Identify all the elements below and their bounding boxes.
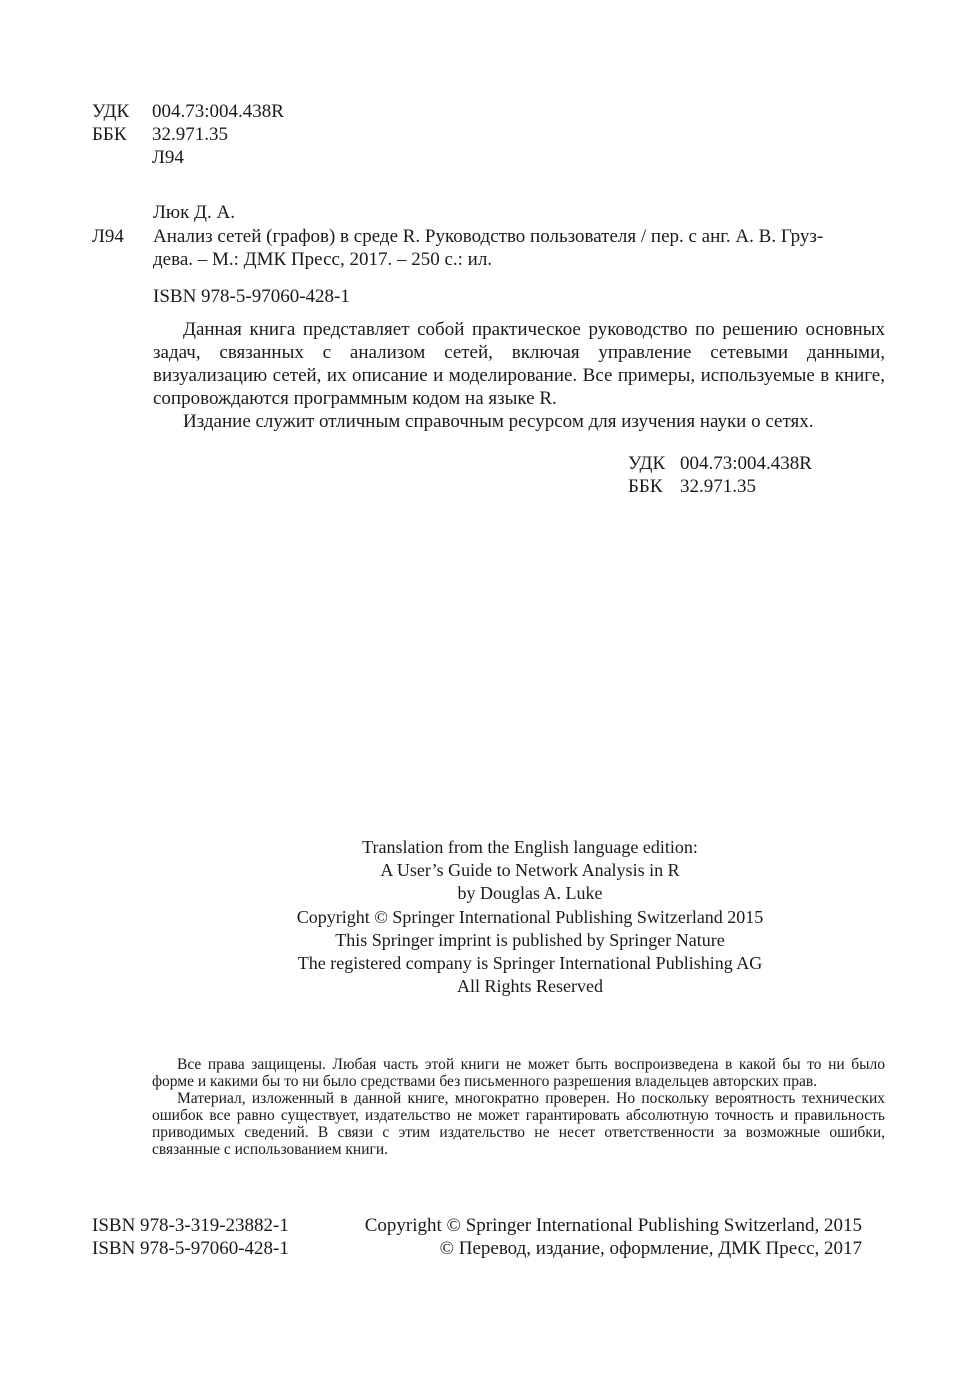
- author-mark-value: Л94: [152, 147, 184, 168]
- rights-notice: [152, 1056, 885, 1158]
- udc-right-label: УДК: [628, 453, 666, 474]
- translation-line-6: The registered company is Springer International Publishing AG: [297, 952, 763, 973]
- udc-row: [92, 100, 284, 123]
- copyright-original: Copyright © Springer International Publishing Switzerland, 2015: [364, 1215, 862, 1236]
- classification-block: [92, 100, 284, 169]
- bbk-value: 32.971.35: [152, 124, 228, 145]
- abstract: [153, 318, 885, 433]
- rights-paragraph-2: Материал, изложенный в данной книге, многократно проверен. Но поскольку вероятность технических ошибок все равно существует, издательство не может гарантировать абсолютную точность и правильность приводимых сведений. В связи с этим издательство не несет ответственности за возможные ошибки, связанные с использованием книги.: [152, 1090, 885, 1158]
- author-name: Люк Д. А.: [153, 202, 235, 223]
- translation-line-2: A User’s Guide to Network Analysis in R: [380, 860, 680, 881]
- translation-line-4: Copyright © Springer International Publishing Switzerland 2015: [296, 906, 764, 927]
- isbn-line: ISBN 978-5-97060-428-1: [153, 286, 350, 307]
- author-mark-row: [92, 146, 284, 169]
- udc-label: УДК: [92, 101, 130, 122]
- translation-line-5: This Springer imprint is published by Springer Nature: [335, 929, 725, 950]
- translation-line-7: All Rights Reserved: [457, 976, 603, 997]
- isbn-copyright-row: [92, 1214, 862, 1237]
- bbk-label: ББК: [92, 124, 127, 145]
- bbk-right-value: 32.971.35: [680, 476, 756, 497]
- classification-right: [628, 452, 812, 498]
- abstract-paragraph-1: Данная книга представляет собой практическое руководство по решению основных задач, связанных с анализом сетей, включая управление сетевыми данными, визуализацию сетей, их описание и моделирование. Все примеры, используемые в книге, сопровождаются программным кодом на языке R.: [153, 319, 885, 409]
- author-mark-label: [92, 146, 152, 169]
- bbk-right-label: ББК: [628, 476, 663, 497]
- title-line-2: дева. – М.: ДМК Пресс, 2017. – 250 с.: ил.: [153, 249, 493, 270]
- isbn-copyright-block: [92, 1214, 862, 1260]
- isbn-copyright-row: [92, 1237, 862, 1260]
- author-mark-code: Л94: [92, 226, 124, 247]
- isbn-original: ISBN 978-3-319-23882-1: [92, 1215, 289, 1236]
- translation-notice: [230, 836, 830, 998]
- isbn-translation: ISBN 978-5-97060-428-1: [92, 1238, 289, 1259]
- bbk-row: [92, 123, 284, 146]
- abstract-paragraph-2: Издание служит отличным справочным ресурсом для изучения науки о сетях.: [183, 411, 814, 432]
- bbk-right-row: [628, 475, 812, 498]
- copyright-translation: © Перевод, издание, оформление, ДМК Пресс, 2017: [439, 1238, 862, 1259]
- udc-value: 004.73:004.438R: [152, 101, 284, 122]
- udc-right-row: [628, 452, 812, 475]
- translation-line-1: Translation from the English language edition:: [362, 837, 698, 857]
- translation-line-3: by Douglas A. Luke: [457, 883, 603, 904]
- udc-right-value: 004.73:004.438R: [680, 453, 812, 474]
- rights-paragraph-1: Все права защищены. Любая часть этой книги не может быть воспроизведена в какой бы то ни было форме и какими бы то ни было средствами без письменного разрешения владельцев авторских прав.: [152, 1056, 885, 1090]
- title-line-1: Анализ сетей (графов) в среде R. Руководство пользователя / пер. с анг. А. В. Груз-: [153, 226, 824, 247]
